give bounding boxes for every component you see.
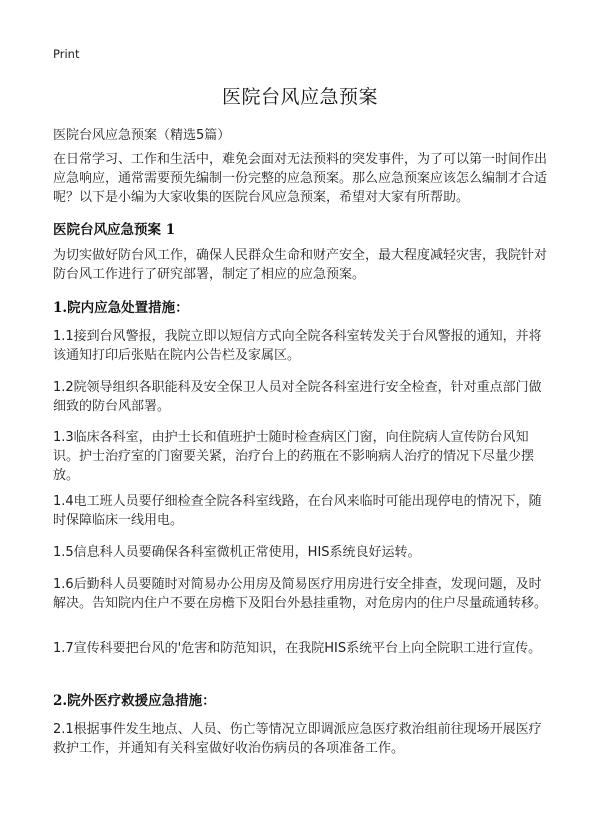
list-item: 1.2院领导组织各职能科及安全保卫人员对全院各科室进行安全检查，针对重点部门做细致的防台风部署。: [53, 380, 542, 414]
list-item: 1.4电工班人员要仔细检查全院各科室线路，在台风来临时可能出现停电的情况下，随时保障临床一线用电。: [53, 494, 542, 528]
list-item: 1.6后勤科人员要随时对简易办公用房及简易医疗用房进行安全排查，发现问题，及时解决。告知院内住户不要在房檐下及阳台外悬挂重物，对危房内的住户尽量疏通转移。: [53, 577, 548, 611]
list-item: 1.1接到台风警报，我院立即以短信方式向全院各科室转发关于台风警报的通知，并将该通知打印后张贴在院内公告栏及家属区。: [53, 329, 542, 363]
document-subtitle: 医院台风应急预案（精选5篇）: [53, 128, 231, 143]
part-heading: 1.院内应急处置措施：: [53, 300, 189, 316]
list-item: 1.7宣传科要把台风的'危害和防范知识，在我院HIS系统平台上向全院职工进行宣传。: [53, 641, 542, 656]
page-title: 医院台风应急预案: [221, 86, 378, 108]
part-heading: 2.院外医疗救援应急措施：: [53, 693, 216, 709]
section-intro-paragraph: 为切实做好防台风工作，确保人民群众生命和财产安全，最大程度减轻灾害，我院针对防台风工作进行了研究部署，制定了相应的应急预案。: [53, 248, 548, 282]
print-link[interactable]: Print: [53, 47, 80, 61]
list-item: 1.5信息科人员要确保各科室微机正常使用，HIS系统良好运转。: [53, 545, 421, 560]
intro-paragraph: 在日常学习、工作和生活中，难免会面对无法预料的突发事件，为了可以第一时间作出应急响应，通常需要预先编制一份完整的应急预案。那么应急预案应该怎么编制才合适呢？以下是小编为大家收集的医院台风应急预案，希望对大家有所帮助。: [53, 152, 548, 205]
list-item: 1.3临床各科室，由护士长和值班护士随时检查病区门窗，向住院病人宣传防台风知识。护士治疗室的门窗要关紧，治疗台上的药瓶在不影响病人治疗的情况下尽量少摆放。: [53, 430, 535, 483]
section-heading: 医院台风应急预案 1: [53, 222, 176, 238]
list-item: 2.1根据事件发生地点、人员、伤亡等情况立即调派应急医疗救治组前往现场开展医疗救护工作，并通知有关科室做好收治伤病员的各项准备工作。: [53, 722, 542, 756]
